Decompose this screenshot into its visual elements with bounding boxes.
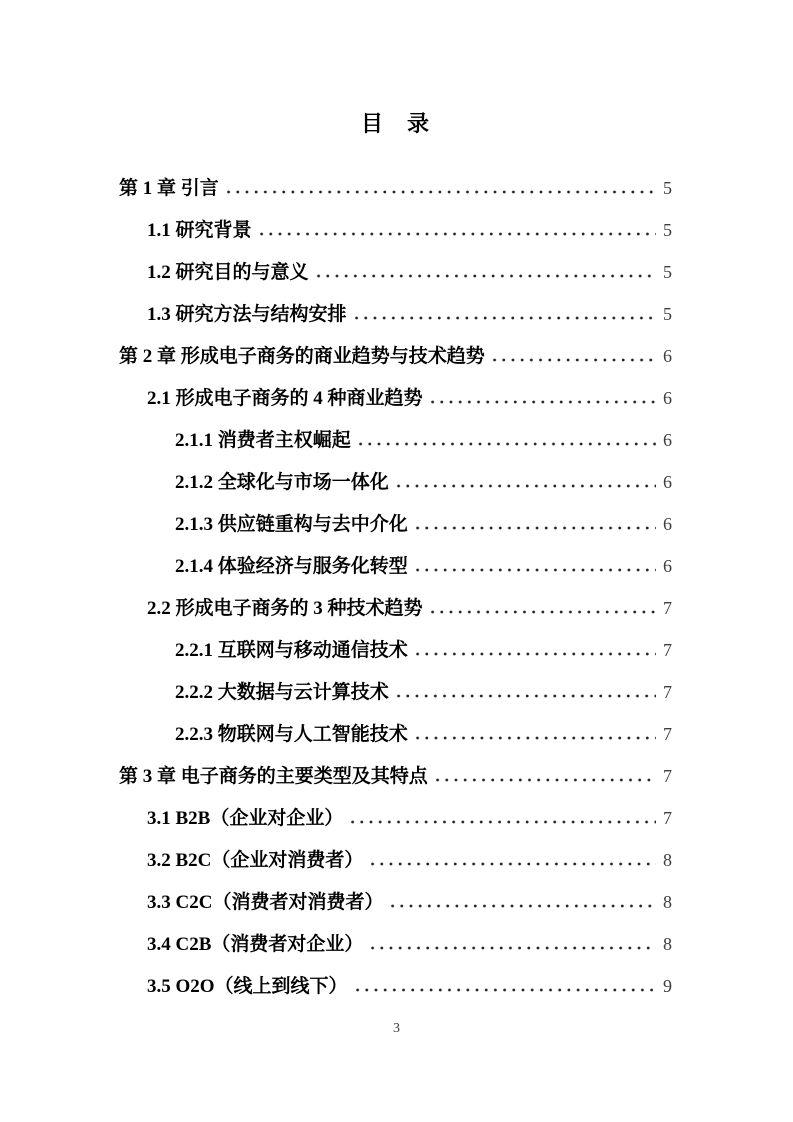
toc-entry[interactable] (119, 923, 672, 965)
dot-leader (413, 736, 656, 740)
toc-entry-page-number: 7 (663, 640, 672, 660)
dot-leader (368, 946, 656, 950)
toc-entry-page-number: 8 (663, 892, 672, 912)
dot-leader (413, 652, 656, 656)
table-of-contents (119, 167, 672, 1007)
toc-entry-page-number: 5 (663, 178, 672, 198)
dot-leader (428, 400, 656, 404)
toc-entry-page-number: 5 (663, 220, 672, 240)
page-number-footer: 3 (393, 1021, 400, 1036)
toc-entry-label: 2.2 形成电子商务的 3 种技术趋势 (147, 598, 423, 619)
dot-leader (428, 610, 656, 614)
toc-entry-page-number: 7 (663, 766, 672, 786)
toc-entry-label: 3.5 O2O（线上到线下） (147, 976, 348, 997)
toc-entry-page-number: 8 (663, 934, 672, 954)
toc-entry-label: 第 3 章 电子商务的主要类型及其特点 (119, 766, 428, 787)
toc-entry[interactable] (119, 461, 672, 503)
toc-entry[interactable] (119, 629, 672, 671)
dot-leader (352, 316, 656, 320)
dot-leader (224, 190, 656, 194)
toc-entry[interactable] (119, 755, 672, 797)
toc-entry[interactable] (119, 713, 672, 755)
toc-entry[interactable] (119, 545, 672, 587)
toc-entry[interactable] (119, 377, 672, 419)
toc-entry-label: 2.1 形成电子商务的 4 种商业趋势 (147, 388, 423, 409)
toc-entry-label: 2.1.1 消费者主权崛起 (175, 430, 351, 451)
toc-entry-label: 2.1.2 全球化与市场一体化 (175, 472, 389, 493)
toc-entry-page-number: 7 (663, 598, 672, 618)
toc-entry[interactable] (119, 797, 672, 839)
dot-leader (388, 904, 656, 908)
dot-leader (413, 526, 656, 530)
toc-entry-label: 3.1 B2B（企业对企业） (147, 808, 344, 829)
toc-entry-page-number: 6 (663, 388, 672, 408)
toc-entry-label: 1.2 研究目的与意义 (147, 262, 309, 283)
toc-entry-page-number: 6 (663, 430, 672, 450)
dot-leader (490, 358, 656, 362)
dot-leader (433, 778, 656, 782)
dot-leader (348, 820, 656, 824)
toc-entry[interactable] (119, 335, 672, 377)
toc-entry-page-number: 6 (663, 514, 672, 534)
dot-leader (413, 568, 656, 572)
toc-entry[interactable] (119, 587, 672, 629)
toc-entry-label: 第 1 章 引言 (119, 178, 219, 199)
toc-entry-label: 1.1 研究背景 (147, 220, 252, 241)
dot-leader (394, 694, 656, 698)
dot-leader (356, 442, 656, 446)
toc-entry-label: 2.2.3 物联网与人工智能技术 (175, 724, 408, 745)
toc-entry[interactable] (119, 965, 672, 1007)
toc-entry[interactable] (119, 293, 672, 335)
toc-entry-label: 2.1.4 体验经济与服务化转型 (175, 556, 408, 577)
toc-entry-page-number: 6 (663, 472, 672, 492)
toc-entry-label: 2.2.1 互联网与移动通信技术 (175, 640, 408, 661)
dot-leader (368, 862, 656, 866)
toc-entry[interactable] (119, 167, 672, 209)
toc-entry-label: 2.2.2 大数据与云计算技术 (175, 682, 389, 703)
toc-entry-page-number: 9 (663, 976, 672, 996)
toc-entry-label: 3.2 B2C（企业对消费者） (147, 850, 364, 871)
toc-entry-page-number: 6 (663, 346, 672, 366)
toc-entry-page-number: 8 (663, 850, 672, 870)
toc-content (119, 0, 672, 1007)
dot-leader (394, 484, 656, 488)
toc-entry-page-number: 7 (663, 724, 672, 744)
toc-entry[interactable] (119, 209, 672, 251)
toc-entry-label: 第 2 章 形成电子商务的商业趋势与技术趋势 (119, 346, 485, 367)
toc-title: 目 录 (360, 111, 430, 136)
toc-entry[interactable] (119, 251, 672, 293)
toc-entry-label: 2.1.3 供应链重构与去中介化 (175, 514, 408, 535)
toc-entry-page-number: 5 (663, 262, 672, 282)
toc-entry-page-number: 7 (663, 808, 672, 828)
toc-entry[interactable] (119, 881, 672, 923)
toc-entry-page-number: 7 (663, 682, 672, 702)
toc-entry[interactable] (119, 671, 672, 713)
toc-entry[interactable] (119, 419, 672, 461)
dot-leader (314, 274, 656, 278)
toc-entry-page-number: 6 (663, 556, 672, 576)
dot-leader (257, 232, 656, 236)
toc-entry[interactable] (119, 839, 672, 881)
toc-entry[interactable] (119, 503, 672, 545)
toc-entry-page-number: 5 (663, 304, 672, 324)
dot-leader (353, 988, 656, 992)
toc-entry-label: 3.3 C2C（消费者对消费者） (147, 892, 384, 913)
toc-entry-label: 3.4 C2B（消费者对企业） (147, 934, 364, 955)
toc-entry-label: 1.3 研究方法与结构安排 (147, 304, 347, 325)
